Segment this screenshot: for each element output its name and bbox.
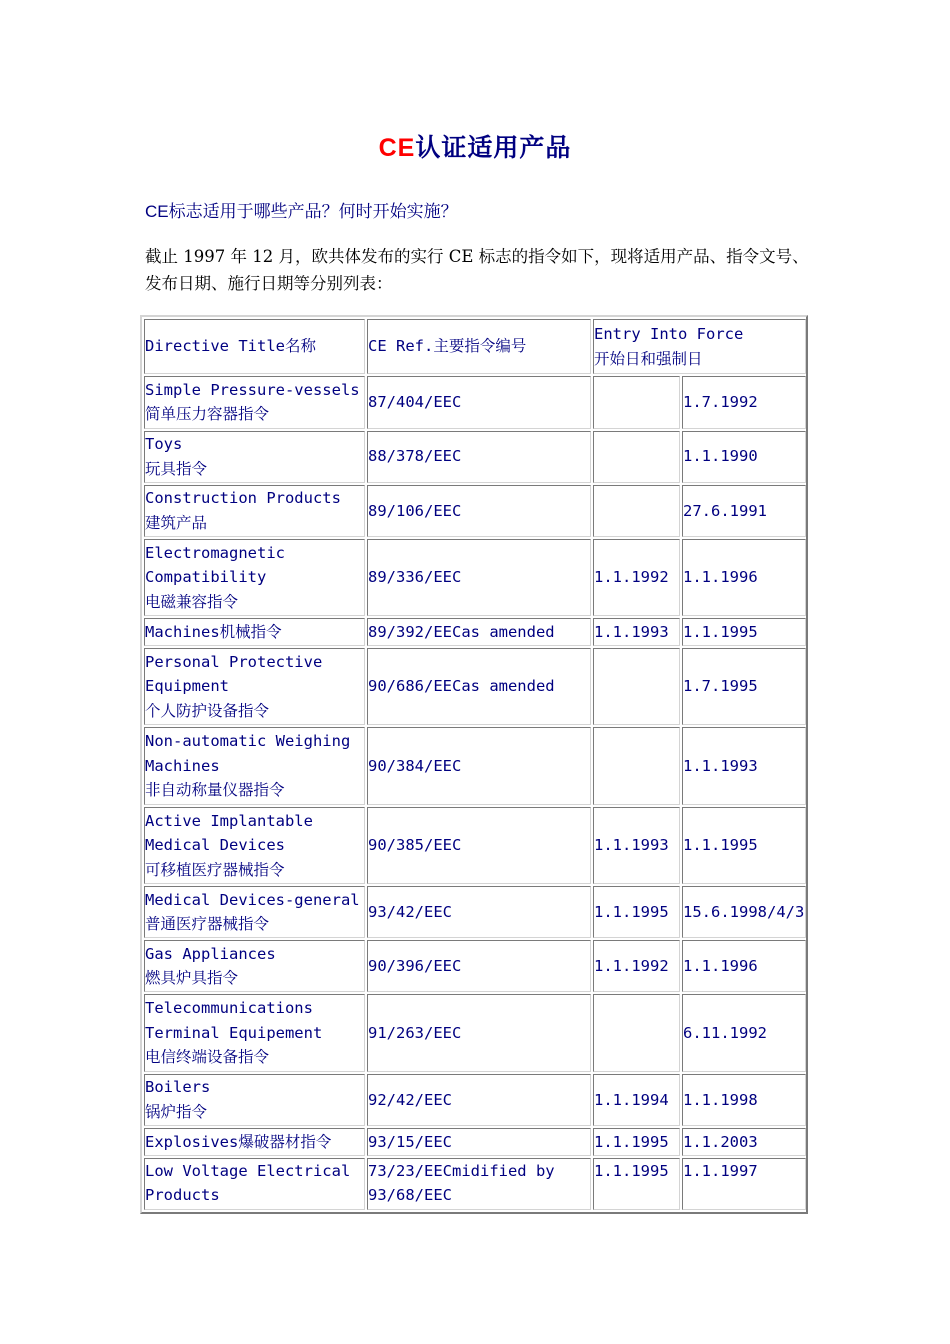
directive-title-line: Products <box>145 1186 220 1205</box>
directive-title-line: 建筑产品 <box>145 513 208 532</box>
directive-title-line: Medical Devices <box>145 836 285 855</box>
table-row <box>144 431 806 483</box>
page-title <box>0 128 950 164</box>
cell-start-date <box>593 431 680 483</box>
cell-mandatory-date: 27.6.1991 <box>682 485 806 537</box>
cell-mandatory-date: 1.7.1995 <box>682 648 806 725</box>
ce-ref-line: 93/42/EEC <box>368 902 452 921</box>
cell-mandatory-date: 1.1.1990 <box>682 431 806 483</box>
cell-ce-ref <box>367 727 591 804</box>
directive-title-line: Simple Pressure-vessels <box>145 380 360 399</box>
cell-mandatory-date: 1.1.2003 <box>682 1128 806 1156</box>
cell-mandatory-date: 1.7.1992 <box>682 376 806 428</box>
intro-paragraph: 截止 1997 年 12 月，欧共体发布的实行 CE 标志的指令如下，现将适用产品、指令文号、发布日期、施行日期等分别列表： <box>145 247 809 293</box>
cell-mandatory-date: 1.1.1995 <box>682 807 806 884</box>
table-header-row <box>144 319 806 374</box>
directive-title-line: 锅炉指令 <box>145 1102 208 1121</box>
ce-ref-line: 87/404/EEC <box>368 393 462 412</box>
directive-title-line: 电磁兼容指令 <box>145 592 239 611</box>
cell-directive-title <box>144 431 365 483</box>
title-ce: CE <box>378 134 416 162</box>
cell-directive-title <box>144 1128 365 1156</box>
ce-ref-line: 89/106/EEC <box>368 501 462 520</box>
cell-ce-ref <box>367 485 591 537</box>
question-heading <box>145 197 458 222</box>
cell-start-date: 1.1.1995 <box>593 886 680 938</box>
cell-directive-title <box>144 618 365 646</box>
directive-title-line: Low Voltage Electrical <box>145 1161 351 1180</box>
cell-directive-title <box>144 539 365 616</box>
directive-title-line: 玩具指令 <box>145 459 208 478</box>
cell-ce-ref <box>367 431 591 483</box>
ce-ref-line: 91/263/EEC <box>368 1023 462 1042</box>
cell-mandatory-date: 1.1.1993 <box>682 727 806 804</box>
cell-directive-title <box>144 940 365 992</box>
ce-ref-line: 89/336/EEC <box>368 568 462 587</box>
directives-table <box>142 317 808 1212</box>
cell-start-date <box>593 485 680 537</box>
cell-ce-ref <box>367 994 591 1071</box>
title-text: 认证适用产品 <box>415 133 572 162</box>
directive-title-line: Electromagnetic <box>145 543 285 562</box>
cell-ce-ref <box>367 807 591 884</box>
cell-mandatory-date: 15.6.1998/4/3 <box>682 886 806 938</box>
cell-mandatory-date: 1.1.1997 <box>682 1158 806 1210</box>
cell-directive-title <box>144 727 365 804</box>
ce-ref-line: 90/396/EEC <box>368 957 462 976</box>
table-row <box>144 727 806 804</box>
cell-directive-title <box>144 648 365 725</box>
directive-title-line: Machines <box>145 756 220 775</box>
header-ref: CE Ref.主要指令编号 <box>367 319 591 374</box>
directive-title-line: Machines机械指令 <box>145 622 282 641</box>
directive-title-line: 普通医疗器械指令 <box>145 915 270 934</box>
ce-ref-line: 88/378/EEC <box>368 447 462 466</box>
table-row <box>144 940 806 992</box>
directive-title-line: Gas Appliances <box>145 944 276 963</box>
cell-mandatory-date: 1.1.1996 <box>682 940 806 992</box>
question-text: 标志适用于哪些产品？何时开始实施？ <box>168 202 458 222</box>
cell-directive-title <box>144 1158 365 1210</box>
cell-ce-ref <box>367 886 591 938</box>
directive-title-line: Boilers <box>145 1078 211 1097</box>
table-row <box>144 376 806 428</box>
ce-ref-line: 92/42/EEC <box>368 1090 452 1109</box>
cell-mandatory-date: 6.11.1992 <box>682 994 806 1071</box>
cell-mandatory-date: 1.1.1995 <box>682 618 806 646</box>
cell-ce-ref <box>367 618 591 646</box>
table-row <box>144 539 806 616</box>
cell-directive-title <box>144 1074 365 1126</box>
table-row <box>144 1158 806 1210</box>
cell-ce-ref <box>367 1128 591 1156</box>
cell-start-date: 1.1.1992 <box>593 539 680 616</box>
directive-title-line: Personal Protective <box>145 652 323 671</box>
cell-ce-ref <box>367 1158 591 1210</box>
cell-start-date: 1.1.1992 <box>593 940 680 992</box>
cell-ce-ref <box>367 940 591 992</box>
directive-title-line: Medical Devices-general <box>145 890 360 909</box>
directive-title-line: 可移植医疗器械指令 <box>145 860 285 879</box>
header-entry <box>593 319 806 374</box>
directive-title-line: Explosives爆破器材指令 <box>145 1132 332 1151</box>
cell-directive-title <box>144 807 365 884</box>
cell-mandatory-date: 1.1.1998 <box>682 1074 806 1126</box>
directive-title-line: Construction Products <box>145 489 341 508</box>
directive-title-line: Active Implantable <box>145 811 313 830</box>
table-row <box>144 485 806 537</box>
header-entry-zh: 开始日和强制日 <box>594 349 703 368</box>
cell-directive-title <box>144 994 365 1071</box>
ce-ref-line: 90/686/EECas amended <box>368 677 555 696</box>
cell-start-date <box>593 994 680 1071</box>
directive-title-line: Toys <box>145 435 183 454</box>
directive-title-line: Telecommunications <box>145 999 313 1018</box>
cell-directive-title <box>144 886 365 938</box>
table-row <box>144 618 806 646</box>
directive-title-line: 个人防护设备指令 <box>145 701 270 720</box>
directive-title-line: 燃具炉具指令 <box>145 969 239 988</box>
cell-ce-ref <box>367 648 591 725</box>
cell-directive-title <box>144 376 365 428</box>
table-row <box>144 886 806 938</box>
cell-start-date: 1.1.1994 <box>593 1074 680 1126</box>
cell-start-date: 1.1.1995 <box>593 1158 680 1210</box>
cell-mandatory-date: 1.1.1996 <box>682 539 806 616</box>
directive-title-line: 电信终端设备指令 <box>145 1048 270 1067</box>
ce-ref-line: 93/68/EEC <box>368 1186 452 1205</box>
cell-ce-ref <box>367 539 591 616</box>
cell-start-date <box>593 648 680 725</box>
directives-table-frame <box>140 315 808 1214</box>
table-row <box>144 648 806 725</box>
question-ce: CE <box>145 202 169 221</box>
cell-start-date <box>593 376 680 428</box>
directive-title-line: Terminal Equipement <box>145 1023 323 1042</box>
cell-start-date: 1.1.1993 <box>593 807 680 884</box>
cell-start-date: 1.1.1995 <box>593 1128 680 1156</box>
directive-title-line: Compatibility <box>145 568 267 587</box>
ce-ref-line: 90/384/EEC <box>368 756 462 775</box>
directive-title-line: Non-automatic Weighing <box>145 732 351 751</box>
directive-title-line: 非自动称量仪器指令 <box>145 781 285 800</box>
cell-ce-ref <box>367 376 591 428</box>
cell-start-date <box>593 727 680 804</box>
table-row <box>144 1128 806 1156</box>
directive-title-line: 简单压力容器指令 <box>145 405 270 424</box>
ce-ref-line: 73/23/EECmidified by <box>368 1161 555 1180</box>
table-row <box>144 807 806 884</box>
cell-start-date: 1.1.1993 <box>593 618 680 646</box>
header-entry-en: Entry Into Force <box>594 325 744 344</box>
cell-ce-ref <box>367 1074 591 1126</box>
ce-ref-line: 89/392/EECas amended <box>368 622 555 641</box>
cell-directive-title <box>144 485 365 537</box>
table-row <box>144 1074 806 1126</box>
ce-ref-line: 90/385/EEC <box>368 836 462 855</box>
directive-title-line: Equipment <box>145 677 229 696</box>
table-row <box>144 994 806 1071</box>
header-title: Directive Title名称 <box>144 319 365 374</box>
ce-ref-line: 93/15/EEC <box>368 1132 452 1151</box>
